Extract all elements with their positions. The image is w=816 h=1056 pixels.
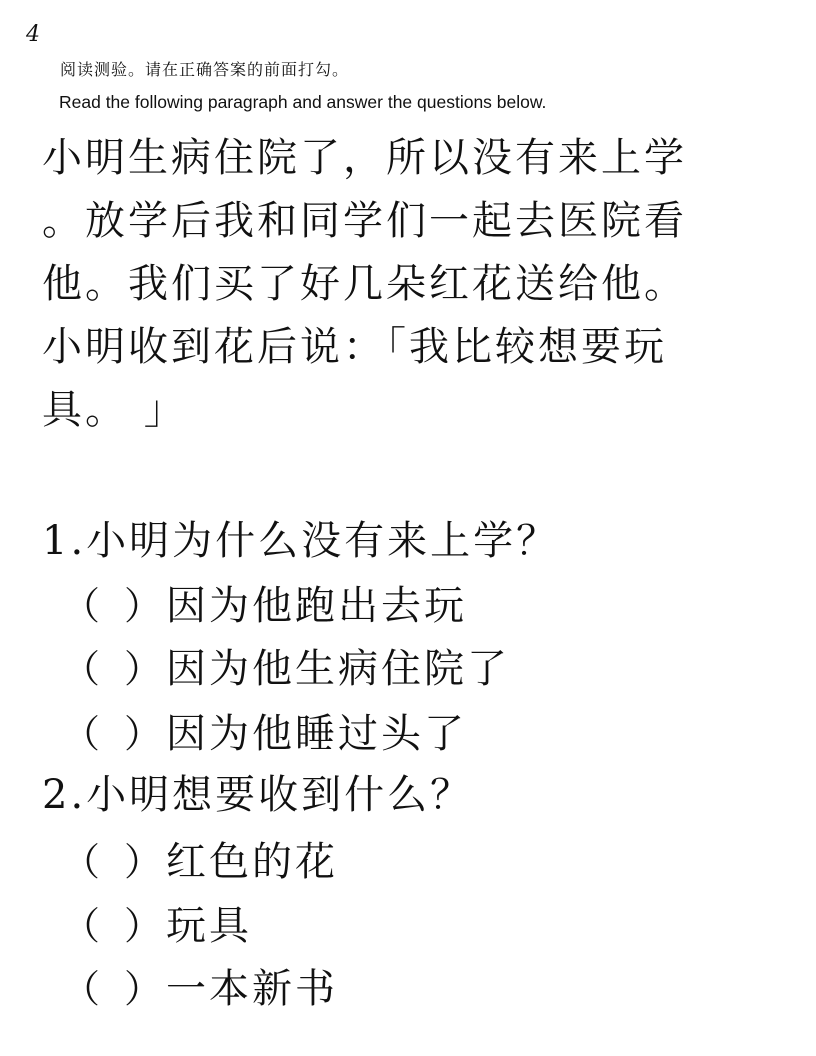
- passage-line: 他。我们买了好几朵红花送给他。: [42, 261, 687, 307]
- option-text: 因为他跑出去玩: [166, 582, 467, 629]
- option-text: 红色的花: [166, 838, 338, 885]
- question-1-option-3[interactable]: [62, 705, 467, 755]
- passage-line: 具。 」: [42, 387, 187, 433]
- question-2-option-3[interactable]: [62, 960, 338, 1010]
- question-2-prompt: 2.小明想要收到什么？: [42, 772, 474, 818]
- answer-checkbox[interactable]: （ ）: [62, 903, 162, 948]
- question-1-prompt: 1.小明为什么没有来上学？: [42, 518, 560, 564]
- answer-checkbox[interactable]: （ ）: [62, 839, 162, 884]
- question-1-option-2[interactable]: [62, 640, 510, 690]
- question-2-option-1[interactable]: [62, 833, 338, 883]
- passage-line: 小明生病住院了，所以没有来上学: [42, 135, 687, 181]
- question-2-option-2[interactable]: [62, 897, 252, 947]
- option-text: 玩具: [166, 902, 252, 949]
- page-number: 4: [26, 22, 40, 47]
- answer-checkbox[interactable]: （ ）: [62, 966, 162, 1011]
- option-text: 因为他生病住院了: [166, 645, 510, 692]
- instructions-english: Read the following paragraph and answer the questions below.: [59, 92, 547, 112]
- answer-checkbox[interactable]: （ ）: [62, 646, 162, 691]
- answer-checkbox[interactable]: （ ）: [62, 711, 162, 756]
- question-1-option-1[interactable]: [62, 577, 467, 627]
- answer-checkbox[interactable]: （ ）: [62, 583, 162, 628]
- passage-line: 。放学后我和同学们一起去医院看: [42, 198, 687, 244]
- instructions-chinese: 阅读测验。请在正确答案的前面打勾。: [60, 60, 350, 79]
- reading-passage: [42, 127, 772, 442]
- passage-line: 小明收到花后说：「我比较想要玩: [42, 324, 667, 370]
- option-text: 因为他睡过头了: [166, 710, 467, 757]
- option-text: 一本新书: [166, 965, 338, 1012]
